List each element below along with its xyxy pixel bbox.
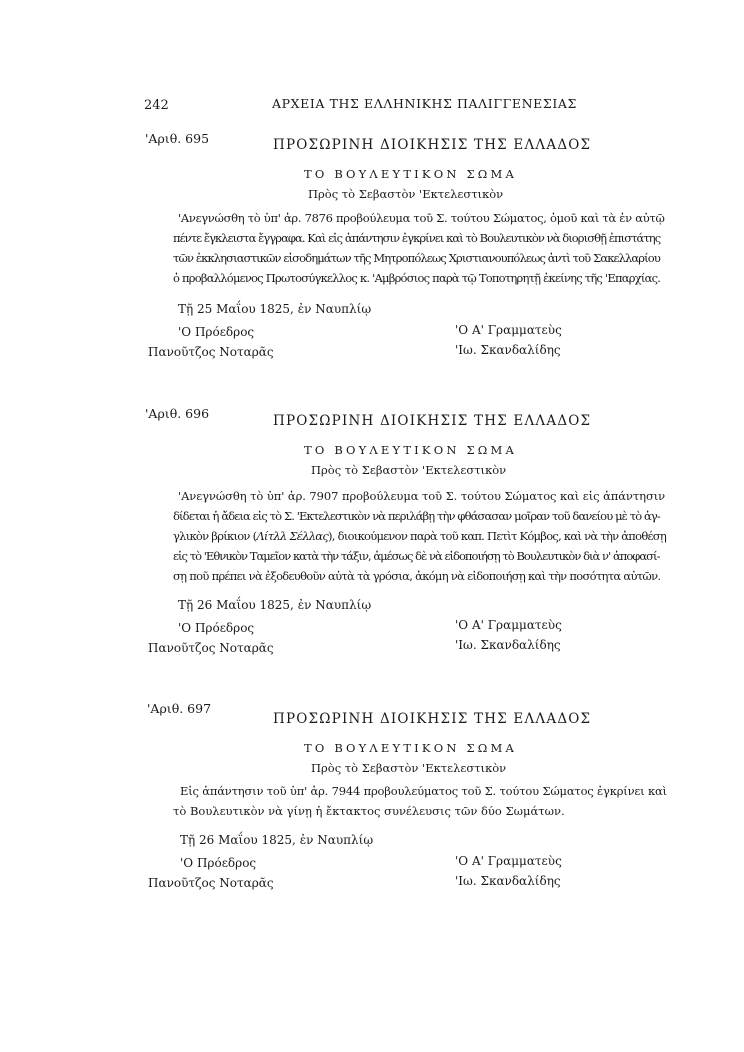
- document-number: 'Αριθ. 695: [145, 131, 210, 146]
- addressee: Πρὸς τὸ Σεβαστὸν 'Εκτελεστικὸν: [308, 187, 504, 201]
- date-line: Τῇ 26 Μαΐου 1825, ἐν Ναυπλίῳ: [180, 833, 374, 847]
- secretary-title: 'Ο Α' Γραμματεὺς: [455, 618, 562, 632]
- date-line: Τῇ 25 Μαΐου 1825, ἐν Ναυπλίῳ: [178, 302, 372, 316]
- government-title: ΠΡΟΣΩΡΙΝΗ ΔΙΟΙΚΗΣΙΣ ΤΗΣ ΕΛΛΑΔΟΣ: [273, 711, 592, 727]
- body-line-text: γλικὸν βρίκιον (: [173, 529, 257, 543]
- secretary-name: 'Ιω. Σκανδαλίδης: [455, 874, 561, 888]
- body-line: Εἰς ἀπάντησιν τοῦ ὑπ' ἀρ. 7944 προβουλεύματος τοῦ Σ. τούτου Σώματος ἐγκρίνει καὶ: [180, 784, 667, 798]
- document-number: 'Αριθ. 696: [145, 406, 210, 421]
- body-line: 'Ανεγνώσθη τὸ ὑπ' ἀρ. 7907 προβούλευμα τοῦ Σ. τούτου Σώματος καὶ εἰς ἀπάντησιν: [178, 489, 666, 503]
- president-name: Πανοῦτζος Νοταρᾶς: [148, 876, 274, 890]
- body-line: ὁ προβαλλόμενος Πρωτοσύγκελλος κ. 'Αμβρόσιος παρὰ τῷ Τοποτηρητῇ ἐκείνης τῆς 'Επαρχίας.: [173, 271, 661, 285]
- president-title: 'Ο Πρόεδρος: [178, 325, 255, 339]
- body-line: τῶν ἐκκλησιαστικῶν εἰσοδημάτων τῆς Μητροπόλεως Χριστιανουπόλεως ἀντὶ τοῦ Σακελλαρίου: [173, 251, 660, 265]
- body-line: πέντε ἔγκλειστα ἔγγραφα. Καὶ εἰς ἀπάντησιν ἐγκρίνει καὶ τὸ Βουλευτικὸν νὰ διορισθῇ ἐπιστάτης: [173, 231, 661, 245]
- secretary-name: 'Ιω. Σκανδαλίδης: [455, 343, 561, 357]
- body-line: εἰς τὸ 'Εθνικὸν Ταμεῖον κατὰ τὴν τάξιν, ἀμέσως δὲ νὰ εἰδοποιήσῃ τὸ Βουλευτικὸν διὰ ν' ἀποφασί-: [173, 549, 660, 563]
- president-name: Πανοῦτζος Νοταρᾶς: [148, 345, 274, 359]
- government-title: ΠΡΟΣΩΡΙΝΗ ΔΙΟΙΚΗΣΙΣ ΤΗΣ ΕΛΛΑΔΟΣ: [273, 137, 592, 153]
- president-name: Πανοῦτζος Νοταρᾶς: [148, 641, 274, 655]
- body-line: τὸ Βουλευτικὸν νὰ γίνῃ ἡ ἔκτακτος συνέλευσις τῶν δύο Σωμάτων.: [173, 804, 565, 818]
- council-title: ΤΟ ΒΟΥΛΕΥΤΙΚΟΝ ΣΩΜΑ: [304, 741, 518, 755]
- government-title: ΠΡΟΣΩΡΙΝΗ ΔΙΟΙΚΗΣΙΣ ΤΗΣ ΕΛΛΑΔΟΣ: [273, 413, 592, 429]
- date-line: Τῇ 26 Μαΐου 1825, ἐν Ναυπλίῳ: [178, 598, 372, 612]
- addressee: Πρὸς τὸ Σεβαστὸν 'Εκτελεστικὸν: [311, 761, 507, 775]
- addressee: Πρὸς τὸ Σεβαστὸν 'Εκτελεστικὸν: [311, 463, 507, 477]
- council-title: ΤΟ ΒΟΥΛΕΥΤΙΚΟΝ ΣΩΜΑ: [304, 167, 518, 181]
- body-line: [173, 529, 667, 543]
- body-line: σῃ ποῦ πρέπει νὰ ἐξοδευθοῦν αὐτὰ τὰ γρόσια, ἀκόμη νὰ εἰδοποιήσῃ καὶ τὴν ποσότητα αὐτῶν.: [173, 569, 661, 583]
- ship-name: Λίτλλ Σέλλας: [256, 529, 329, 543]
- running-title: ΑΡΧΕΙΑ ΤΗΣ ΕΛΛΗΝΙΚΗΣ ΠΑΛΙΓΓΕΝΕΣΙΑΣ: [272, 96, 577, 111]
- president-title: 'Ο Πρόεδρος: [180, 856, 257, 870]
- body-line: 'Ανεγνώσθη τὸ ὑπ' ἀρ. 7876 προβούλευμα τοῦ Σ. τούτου Σώματος, ὁμοῦ καὶ τὰ ἐν αὐτῷ: [178, 211, 665, 225]
- document-number: 'Αριθ. 697: [147, 701, 212, 716]
- body-line: δίδεται ἡ ἄδεια εἰς τὸ Σ. 'Εκτελεστικὸν νὰ περιλάβῃ τὴν φθάσασαν μοῖραν τοῦ δανείου μὲ τὸ ἀγ-: [173, 509, 660, 523]
- body-line-text: ), διοικούμενον παρὰ τοῦ καπ. Πετὶτ Κόμβος, καὶ νὰ τὴν ἀποθέσῃ: [328, 529, 667, 543]
- page-number: 242: [144, 98, 169, 113]
- secretary-name: 'Ιω. Σκανδαλίδης: [455, 638, 561, 652]
- president-title: 'Ο Πρόεδρος: [178, 621, 255, 635]
- council-title: ΤΟ ΒΟΥΛΕΥΤΙΚΟΝ ΣΩΜΑ: [304, 443, 518, 457]
- secretary-title: 'Ο Α' Γραμματεὺς: [455, 323, 562, 337]
- secretary-title: 'Ο Α' Γραμματεὺς: [455, 854, 562, 868]
